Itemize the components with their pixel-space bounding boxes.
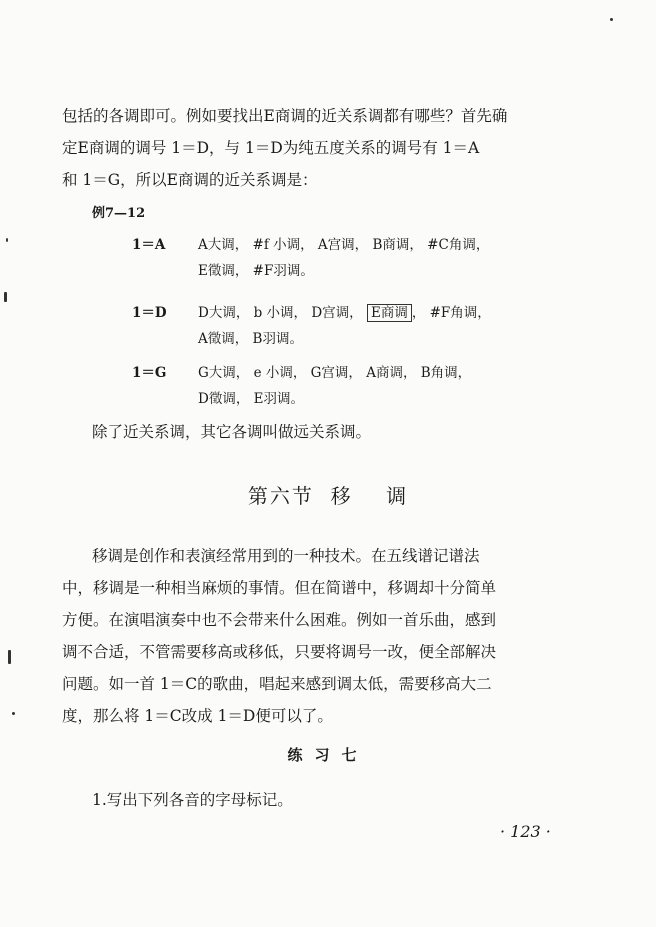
section-body bbox=[62, 540, 602, 732]
example-label: 例7—12 bbox=[92, 206, 146, 221]
intro-line-1: 包括的各调即可。例如要找出E商调的近关系调都有哪些？首先确 bbox=[62, 107, 508, 125]
scan-speck bbox=[12, 712, 15, 715]
section-line-5: 问题。如一首 1＝C的歌曲，唱起来感到调太低，需要移高大二 bbox=[62, 675, 492, 693]
intro-line-3: 和 1＝G，所以E商调的近关系调是： bbox=[62, 171, 318, 189]
page-number: · 123 · bbox=[500, 822, 551, 841]
key-signature-d: 1＝D bbox=[132, 305, 167, 321]
key-a-line-2: E徵调， #F羽调。 bbox=[198, 263, 314, 279]
key-signature-a: 1＝A bbox=[132, 237, 166, 253]
scan-speck bbox=[4, 292, 7, 302]
key-group-a bbox=[132, 232, 572, 284]
key-d-line-1 bbox=[198, 300, 572, 326]
key-signature-g: 1＝G bbox=[132, 365, 167, 381]
section-line-6: 度，那么将 1＝C改成 1＝D便可以了。 bbox=[62, 707, 333, 725]
section-title: 第六节 移 调 bbox=[247, 484, 409, 508]
closing-sentence: 除了近关系调，其它各调叫做远关系调。 bbox=[92, 423, 372, 441]
key-d-line-1-pre: D大调， b 小调， D宫调， bbox=[198, 305, 367, 321]
exercise-title: 练习七 bbox=[287, 746, 369, 764]
key-d-line-1-post: ， #F角调， bbox=[411, 305, 491, 321]
key-a-line-1: A大调， #f 小调， A宫调， B商调， #C角调， bbox=[198, 237, 490, 253]
section-line-2: 中，移调是一种相当麻烦的事情。但在简谱中，移调却十分简单 bbox=[62, 579, 497, 597]
key-group-g bbox=[132, 360, 572, 412]
section-line-1: 移调是创作和表演经常用到的一种技术。在五线谱记谱法 bbox=[92, 547, 480, 565]
key-d-line-2: A徵调， B羽调。 bbox=[198, 331, 303, 347]
intro-line-2: 定E商调的调号 1＝D，与 1＝D为纯五度关系的调号有 1＝A bbox=[62, 139, 480, 157]
scan-speck bbox=[610, 18, 613, 21]
boxed-e-shang: E商调 bbox=[367, 304, 412, 322]
section-line-3: 方便。在演唱演奏中也不会带来什么困难。例如一首乐曲，感到 bbox=[62, 611, 497, 629]
exercise-question: 1.写出下列各音的字母标记。 bbox=[92, 791, 293, 809]
intro-paragraph bbox=[62, 100, 602, 196]
key-g-line-1: G大调， e 小调， G宫调， A商调， B角调， bbox=[198, 365, 472, 381]
section-line-4: 调不合适，不管需要移高或移低，只要将调号一改，便全部解决 bbox=[62, 643, 497, 661]
scan-speck bbox=[6, 238, 8, 242]
scan-speck bbox=[8, 650, 11, 664]
key-group-d bbox=[132, 300, 572, 352]
key-g-line-2: D徵调， E羽调。 bbox=[198, 391, 304, 407]
